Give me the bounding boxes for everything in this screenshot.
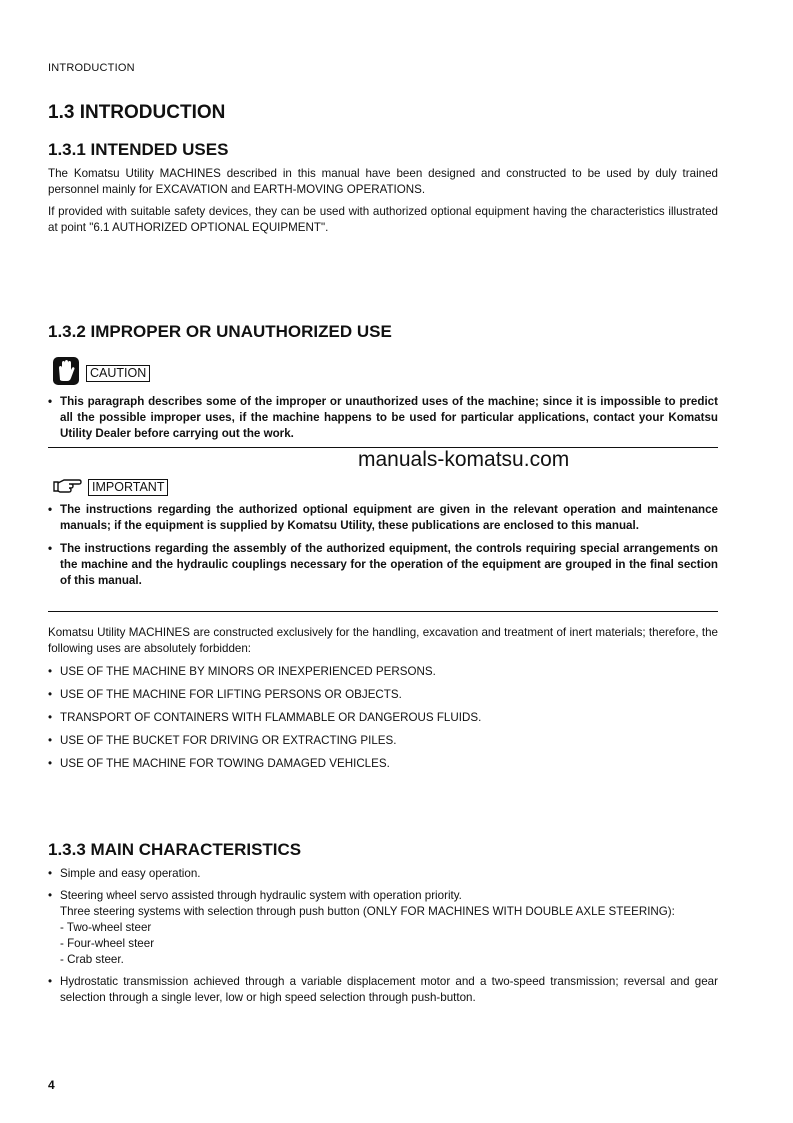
bullet-icon: • <box>48 688 53 701</box>
list-item: • Simple and easy operation. <box>48 867 201 880</box>
list-item: • USE OF THE MACHINE BY MINORS OR INEXPERIENCED PERSONS. <box>48 665 436 678</box>
forbidden-uses-list <box>48 664 718 779</box>
important-badge: IMPORTANT <box>88 479 168 496</box>
bullet-icon: • <box>48 665 53 678</box>
list-item: • The instructions regarding the assembly of the authorized equipment, the controls requiring special arrangements on the machine and the hydraulic couplings necessary for the operation of the equipment are grouped in the final section of this manual. <box>48 542 718 587</box>
important-list <box>48 502 718 595</box>
list-item: • USE OF THE MACHINE FOR TOWING DAMAGED VEHICLES. <box>48 757 390 770</box>
subsection-title-main-characteristics: 1.3.3 MAIN CHARACTERISTICS <box>48 840 302 859</box>
forbidden-intro-paragraph: Komatsu Utility MACHINES are constructed exclusively for the handling, excavation and treatment of inert materials; therefore, the following uses are absolutely forbidden: <box>48 626 718 655</box>
list-item: • TRANSPORT OF CONTAINERS WITH FLAMMABLE OR DANGEROUS FLUIDS. <box>48 711 482 724</box>
bullet-icon: • <box>48 757 53 770</box>
list-item: • Hydrostatic transmission achieved through a variable displacement motor and a two-speed transmission; reversal and gear selection through a single lever, low or high speed selection through push-button. <box>48 975 718 1004</box>
section-title: 1.3 INTRODUCTION <box>48 102 226 123</box>
intended-uses-paragraph-1: The Komatsu Utility MACHINES described in this manual have been designed and constructed to be used by duly trained personnel mainly for EXCAVATION and EARTH-MOVING OPERATIONS. <box>48 167 718 196</box>
bullet-icon: • <box>48 734 53 747</box>
characteristics-list <box>48 866 718 1012</box>
caution-text: This paragraph describes some of the improper or unauthorized uses of the machine; since it is impossible to predict all the possible improper uses, if the machine happens to be used for particular applications, contact your Komatsu Utility Dealer before carrying out the work. <box>60 395 718 440</box>
subsection-title-intended-uses: 1.3.1 INTENDED USES <box>48 140 229 159</box>
subsection-title-improper-use: 1.3.2 IMPROPER OR UNAUTHORIZED USE <box>48 322 392 341</box>
bullet-icon: • <box>48 711 53 724</box>
list-item <box>48 394 718 442</box>
running-header: INTRODUCTION <box>48 62 135 74</box>
list-item: • USE OF THE BUCKET FOR DRIVING OR EXTRACTING PILES. <box>48 734 397 747</box>
bullet-icon: • <box>48 889 53 902</box>
page-number: 4 <box>48 1078 55 1092</box>
stop-hand-icon <box>52 356 80 391</box>
bullet-icon: • <box>48 503 53 516</box>
caution-list <box>48 394 718 448</box>
pointing-hand-icon <box>52 476 82 499</box>
intended-uses-paragraph-2: If provided with suitable safety devices, they can be used with authorized optional equipment having the characteristics illustrated at point "6.1 AUTHORIZED OPTIONAL EQUIPMENT". <box>48 205 718 234</box>
bullet-icon: • <box>48 542 53 555</box>
list-item: • USE OF THE MACHINE FOR LIFTING PERSONS OR OBJECTS. <box>48 688 402 701</box>
bullet-icon: • <box>48 975 53 988</box>
list-item: • The instructions regarding the authorized optional equipment are given in the relevant operation and maintenance manuals; if the equipment is supplied by Komatsu Utility, these publications are enclosed to this manual. <box>48 503 718 532</box>
caution-badge: CAUTION <box>86 365 150 382</box>
important-header <box>52 476 168 499</box>
list-item: • Steering wheel servo assisted through hydraulic system with operation priority. Three steering systems with selection through push button (ONLY FOR MACHINES WITH DOUBLE AXLE STEERING): - Two-wheel steer - Four-wheel steer - Crab steer. <box>48 889 675 966</box>
bullet-icon: • <box>48 867 53 880</box>
divider <box>48 611 718 612</box>
bullet-icon: • <box>48 395 53 408</box>
watermark-text: manuals-komatsu.com <box>358 448 570 471</box>
caution-header <box>52 356 150 391</box>
